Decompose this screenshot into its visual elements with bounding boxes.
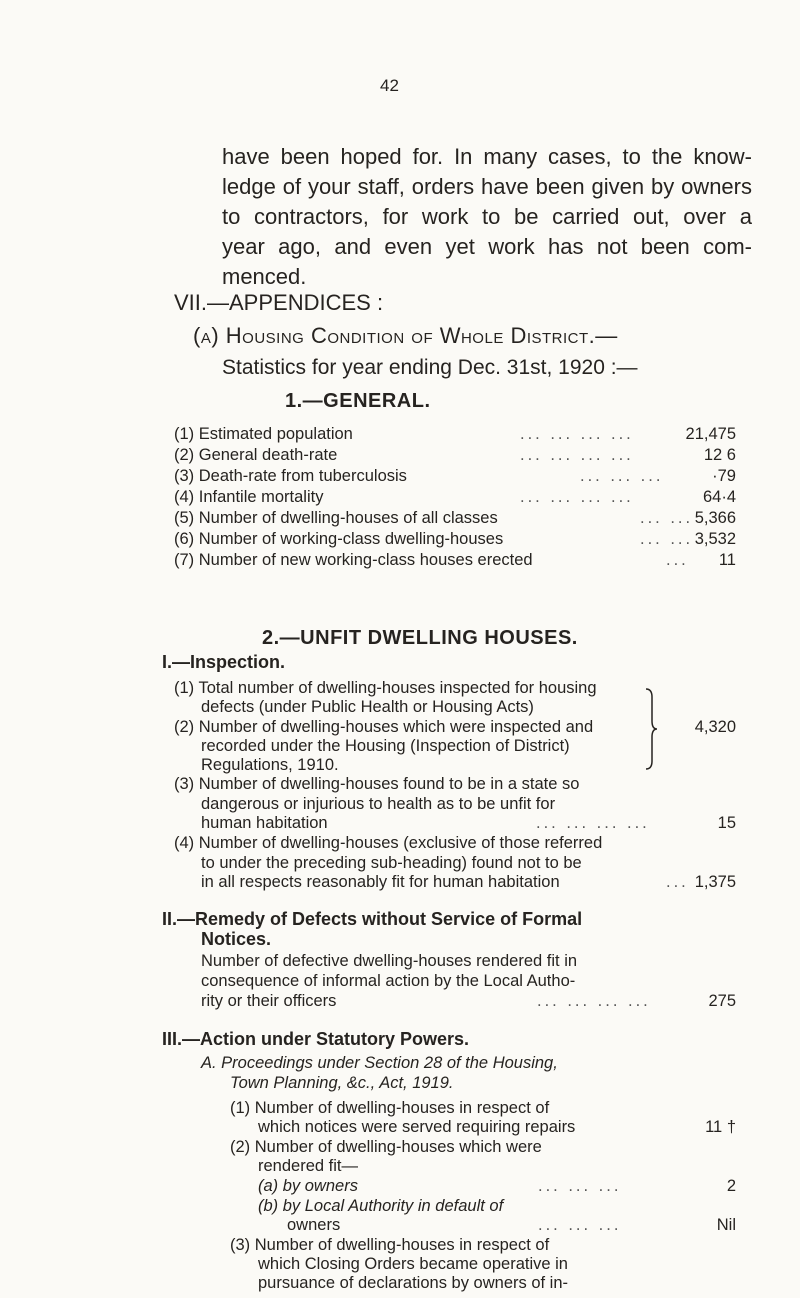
general-item-label: (1) Estimated population bbox=[174, 425, 353, 443]
unfit-item-line: (3) Number of dwelling-houses found to be in a state so bbox=[174, 775, 580, 793]
statutory-item-line: (a) by owners bbox=[258, 1177, 358, 1195]
leader-dots: ... ... ... bbox=[538, 1177, 622, 1195]
statutory-item-line: (2) Number of dwelling-houses which were bbox=[230, 1138, 542, 1156]
unfit-item-line: in all respects reasonably fit for human habitation bbox=[201, 873, 560, 891]
intro-line: ledge of your staff, orders have been given by owners bbox=[222, 174, 752, 199]
statutory-item-line: which notices were served requiring repairs bbox=[258, 1118, 576, 1136]
general-item-value: ·79 bbox=[712, 467, 736, 485]
unfit-value: 1,375 bbox=[694, 873, 736, 891]
leader-dots: ... bbox=[666, 551, 689, 569]
unfit-item-line: (1) Total number of dwelling-houses inspected for housing bbox=[174, 679, 597, 697]
statutory-subheading: Town Planning, &c., Act, 1919. bbox=[230, 1074, 454, 1092]
general-item-value: 21,475 bbox=[685, 425, 736, 443]
remedy-line: rity or their officers bbox=[201, 992, 337, 1010]
leader-dots: ... ... ... ... bbox=[536, 814, 650, 832]
remedy-line: consequence of informal action by the Local Autho- bbox=[201, 972, 576, 990]
general-item-value: 64·4 bbox=[702, 488, 736, 506]
unfit-item-line: to under the preceding sub-heading) found not to be bbox=[201, 854, 582, 872]
intro-line: menced. bbox=[222, 264, 307, 289]
remedy-heading: II.—Remedy of Defects without Service of Formal bbox=[162, 909, 583, 929]
statutory-item-line: (1) Number of dwelling-houses in respect of bbox=[230, 1099, 550, 1117]
statutory-value: 2 bbox=[726, 1177, 736, 1195]
unfit-value: 15 bbox=[717, 814, 736, 832]
statutory-item-line: owners bbox=[287, 1216, 341, 1234]
leader-dots: ... ... ... ... bbox=[520, 488, 634, 506]
intro-line: to contractors, for work to be carried out, over a bbox=[222, 204, 752, 229]
statutory-item-line: pursuance of declarations by owners of in- bbox=[258, 1274, 569, 1292]
unfit-item-line: Regulations, 1910. bbox=[201, 756, 339, 774]
general-item-label: (7) Number of new working-class houses erected bbox=[174, 551, 533, 569]
statistics-line: Statistics for year ending Dec. 31st, 1920 :— bbox=[222, 356, 638, 379]
general-item-label: (3) Death-rate from tuberculosis bbox=[174, 467, 407, 485]
leader-dots: ... ... bbox=[640, 509, 694, 527]
unfit-item-line: recorded under the Housing (Inspection of District) bbox=[201, 737, 570, 755]
leader-dots: ... ... ... ... bbox=[520, 446, 634, 464]
unfit-item-line: dangerous or injurious to health as to be unfit for bbox=[201, 795, 556, 813]
intro-line: have been hoped for. In many cases, to the know- bbox=[222, 144, 752, 169]
leader-dots: ... ... ... bbox=[580, 467, 664, 485]
general-item-label: (4) Infantile mortality bbox=[174, 488, 324, 506]
unfit-item-line: human habitation bbox=[201, 814, 328, 832]
general-item-value: 5,366 bbox=[694, 509, 736, 527]
statutory-value: 11 † bbox=[705, 1118, 736, 1136]
leader-dots: ... bbox=[666, 873, 689, 891]
general-item-label: (5) Number of dwelling-houses of all classes bbox=[174, 509, 498, 527]
intro-line: year ago, and even yet work has not been com- bbox=[222, 234, 752, 259]
leader-dots: ... ... ... ... bbox=[537, 992, 651, 1010]
general-item-value: 3,532 bbox=[694, 530, 736, 548]
brace-icon bbox=[644, 687, 658, 771]
unfit-heading: 2.—UNFIT DWELLING HOUSES. bbox=[262, 627, 578, 649]
statutory-heading: III.—Action under Statutory Powers. bbox=[162, 1029, 470, 1049]
inspection-heading: I.—Inspection. bbox=[162, 652, 286, 672]
unfit-item-line: (4) Number of dwelling-houses (exclusive of those referred bbox=[174, 834, 603, 852]
appendices-heading: VII.—APPENDICES : bbox=[174, 290, 384, 315]
statutory-item-line: which Closing Orders became operative in bbox=[258, 1255, 568, 1273]
statutory-item-line: (b) by Local Authority in default of bbox=[258, 1197, 504, 1215]
page-number: 42 bbox=[380, 76, 399, 95]
leader-dots: ... ... bbox=[640, 530, 694, 548]
remedy-line: Number of defective dwelling-houses rendered fit in bbox=[201, 952, 578, 970]
general-heading: 1.—GENERAL. bbox=[285, 390, 431, 412]
leader-dots: ... ... ... ... bbox=[520, 425, 634, 443]
general-item-label: (6) Number of working-class dwelling-houses bbox=[174, 530, 504, 548]
statutory-item-line: (3) Number of dwelling-houses in respect of bbox=[230, 1236, 550, 1254]
leader-dots: ... ... ... bbox=[538, 1216, 622, 1234]
unfit-item-line: defects (under Public Health or Housing Acts) bbox=[201, 698, 534, 716]
statutory-item-line: rendered fit— bbox=[258, 1157, 358, 1175]
general-item-value: 12 6 bbox=[703, 446, 736, 464]
general-item-label: (2) General death-rate bbox=[174, 446, 338, 464]
remedy-heading: Notices. bbox=[201, 929, 272, 949]
statutory-value: Nil bbox=[716, 1216, 736, 1234]
unfit-item-line: (2) Number of dwelling-houses which were inspected and bbox=[174, 718, 594, 736]
remedy-value: 275 bbox=[708, 992, 736, 1010]
statutory-subheading: A. Proceedings under Section 28 of the Housing, bbox=[201, 1054, 558, 1072]
general-item-value: 11 bbox=[718, 551, 736, 569]
housing-condition-heading: (a) Housing Condition of Whole District.— bbox=[193, 323, 618, 348]
inspected-value: 4,320 bbox=[694, 718, 736, 736]
intro-paragraph bbox=[222, 142, 752, 292]
